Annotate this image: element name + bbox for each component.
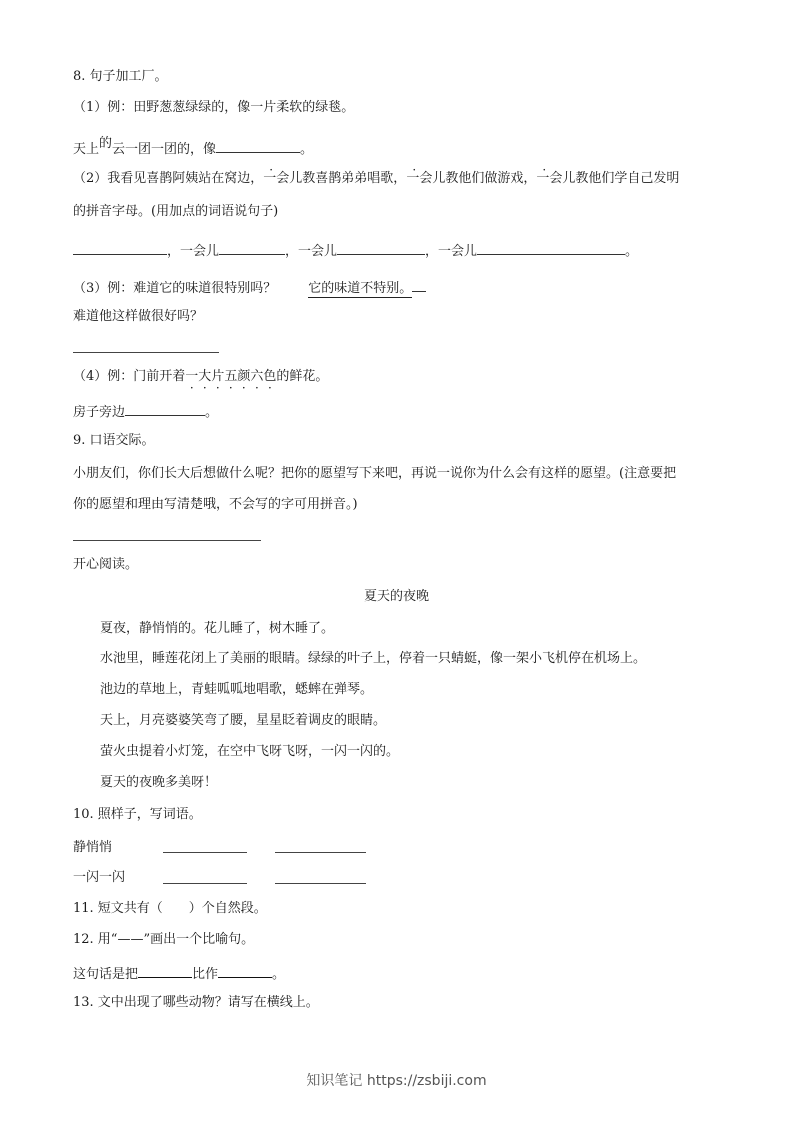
answer-blank[interactable]: [219, 240, 285, 255]
q9-title: 9. 口语交际。: [73, 433, 155, 448]
q9-line2: 你的愿望和理由写清楚哦，不会写的字可用拼音。): [73, 497, 358, 512]
q8-part1-task: 天上的云一团一团的，像 。: [73, 136, 314, 157]
dotted-word: 一会儿: [536, 171, 576, 186]
passage-paragraph: 水池里，睡莲花闭上了美丽的眼睛。绿绿的叶子上，停着一只蜻蜓，像一架小飞机停在机场上。: [100, 651, 647, 666]
answer-blank[interactable]: [125, 401, 205, 416]
q8-title: 8. 句子加工厂。: [73, 69, 168, 84]
answer-blank[interactable]: [337, 240, 425, 255]
answer-line[interactable]: [275, 852, 366, 853]
q10-word1: 静悄悄: [73, 840, 113, 855]
q8-part2-line2: 的拼音字母。(用加点的词语说句子): [73, 204, 279, 219]
passage-paragraph: 夏天的夜晚多美呀！: [100, 775, 218, 790]
example-answer: 它的味道不特别。: [308, 281, 413, 296]
q8-part4-task: 房子旁边 。: [73, 401, 218, 422]
dotted-word: 一会儿: [263, 171, 303, 186]
reading-intro: 开心阅读。: [73, 557, 139, 572]
passage-paragraph: 天上，月亮婆婆笑弯了腰，星星眨着调皮的眼睛。: [100, 713, 387, 728]
q12-title: 12. 用“——”画出一个比喻句。: [73, 932, 255, 947]
q8-part3-example: （3）例：难道它的味道很特别吗？ 它的味道不特别。: [73, 277, 426, 298]
dotted-char: 大: [198, 369, 212, 384]
q8-part3-task: 难道他这样做很好吗？: [73, 309, 204, 324]
answer-line[interactable]: [163, 852, 247, 853]
passage-paragraph: 萤火虫提着小灯笼，在空中飞呀飞呀，一闪一闪的。: [100, 744, 400, 759]
dotted-char: 六: [250, 369, 264, 384]
answer-line[interactable]: [275, 883, 366, 884]
dotted-char: 五: [224, 369, 238, 384]
q8-part2-line1: （2）我看见喜鹊阿姨站在窝边，一会儿教喜鹊弟弟唱歌，一会儿教他们做游戏，一会儿教他们学自己发明: [73, 171, 680, 186]
dotted-char: 色: [263, 369, 277, 384]
q8-part1-example: （1）例：田野葱葱绿绿的，像一片柔软的绿毯。: [73, 100, 355, 115]
q11-text: 11. 短文共有（ ）个自然段。: [73, 901, 267, 916]
q10-word2: 一闪一闪: [73, 870, 126, 885]
q8-part4-example: （4）例：门前开着一大片五颜六色的鲜花。: [73, 369, 329, 384]
dotted-char: 一: [185, 369, 199, 384]
q13-text: 13. 文中出现了哪些动物？请写在横线上。: [73, 995, 319, 1010]
passage-title: 夏天的夜晚: [363, 589, 429, 604]
q9-line1: 小朋友们，你们长大后想做什么呢？把你的愿望写下来吧，再说一说你为什么会有这样的愿望。(注意要把: [73, 466, 677, 481]
q10-title: 10. 照样子，写词语。: [73, 807, 202, 822]
answer-blank[interactable]: [73, 240, 167, 255]
dotted-char: 片: [211, 369, 225, 384]
q8-part2-fill: ，一会儿 ，一会儿 ，一会儿 。: [73, 240, 638, 261]
answer-line[interactable]: [73, 352, 219, 353]
answer-line[interactable]: [73, 540, 261, 541]
answer-blank[interactable]: [218, 963, 272, 978]
dotted-char: 颜: [237, 369, 251, 384]
answer-line[interactable]: [163, 883, 247, 884]
answer-blank[interactable]: [216, 138, 300, 153]
q12-fill: 这句话是把 比作 。: [73, 963, 285, 984]
answer-blank[interactable]: [138, 963, 192, 978]
dotted-word: 一会儿: [406, 171, 446, 186]
footer-watermark: 知识笔记 https://zsbiji.com: [306, 1073, 487, 1089]
passage-paragraph: 池边的草地上，青蛙呱呱地唱歌，蟋蟀在弹琴。: [100, 682, 374, 697]
answer-blank[interactable]: [477, 240, 625, 255]
passage-paragraph: 夏夜，静悄悄的。花儿睡了，树木睡了。: [100, 621, 335, 636]
